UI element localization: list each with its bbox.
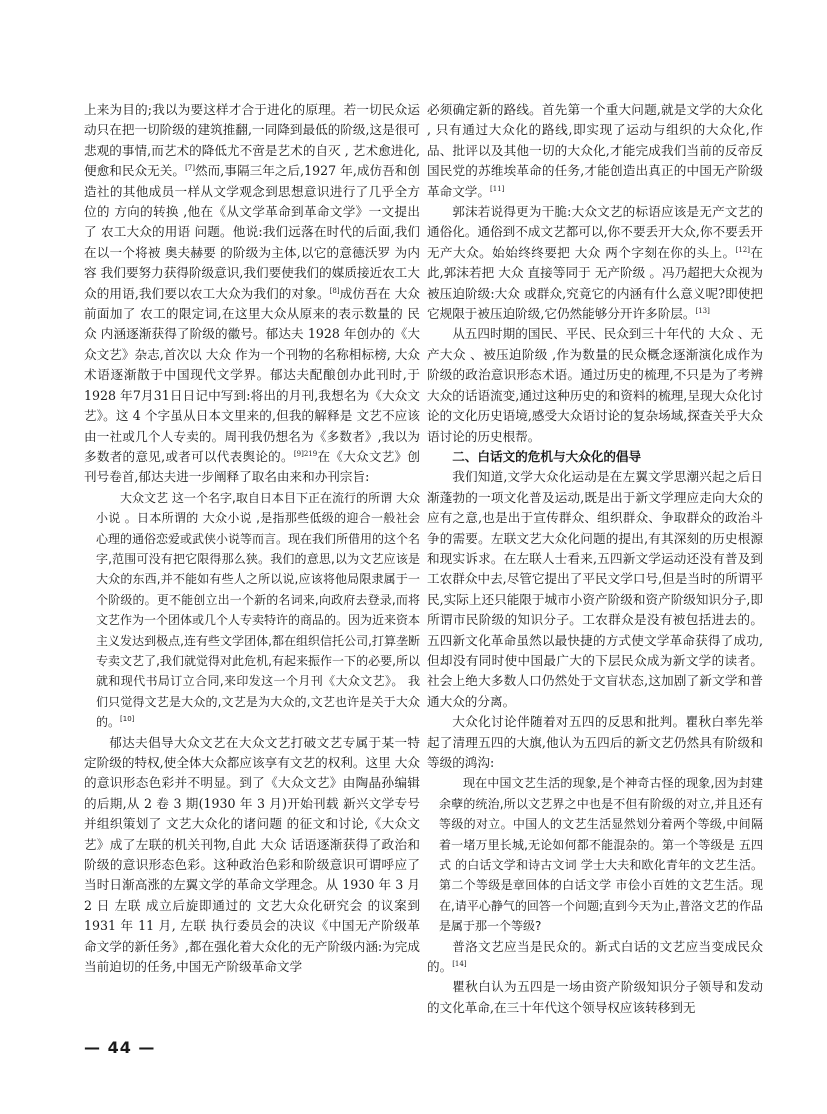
right-text-column [427, 100, 763, 1018]
paragraph: 普洛文艺应当是民众的。新式白话的文艺应当变成民众的。[14] [427, 938, 763, 975]
section-heading: 二、白话文的危机与大众化的倡导 [452, 448, 642, 464]
paragraph: 上来为目的;我以为要这样才合于进化的原理。若一切民众运动只在把一切阶级的建筑推翻,一同降到最低的阶级,这是很可悲观的事情,而艺术的降低尤不啻是艺术的自灭 , 艺术愈进化,便愈和民众无关。[7]然而,事隔三年之后,1927 年,成仿吾和创造社的其他成员一样从文学观念到思想意识进行了几乎全方位的 方向的转换 ,他在《从文学革命到革命文学》一文提出了 农工大众的用语 问题。他说:我们远落在时代的后面,我们在以一个将被 奥夫赫要 的阶级为主体,以它的意德沃罗 为内容 我们要努力获得阶级意识,我们要使我们的媒质接近农工大众的用语,我们要以农工大众为我们的对象。[8]成仿吾在 大众 前面加了 农工的限定词,在这里大众从原来的表示数量的 民众 内涵逐渐获得了阶级的徽号。郁达夫 1928 年创办的《大众文艺》杂志,首次以 大众 作为一个刊物的名称相标榜, 大众 术语逐渐散于中国现代文学界。郁达夫配酿创办此刊时,于1928 年7月31日日记中写到:将出的月刊,我想名为《大众文艺》。这 4 个字虽从日本文里来的,但我的解释是 文艺不应该由一社或几个人专卖的。周刊我仍想名为《多数者》,我以为多数者的意见,或者可以代表舆论的。$^{[9]219}$在《大众文艺》创刊号卷首,郁达夫进一步阐释了取名由来和办刊宗旨: [84, 102, 421, 485]
footnote-ref: [10] [120, 715, 135, 724]
block-quote: 现在中国文艺生活的现象,是个神奇古怪的现象,因为封建余孽的统治,所以文艺界之中也是不但有阶级的对立,并且还有等级的对立。中国人的文艺生活显然划分着两个等级,中间隔着一堵万里长城,无论如何都不能混杂的。第一个等级是 五四式 的白话文学和诗古文词 学士大夫和欧化青年的文艺生活。第二个等级是章回体的白话文学 市侩小百姓的文艺生活。现在,请平心静气的回答一个问题;直到今天为止,普洛文艺的作品是属于那一个等级? [439, 776, 763, 934]
left-text-column [84, 100, 420, 977]
paragraph: 大众化讨论伴随着对五四的反思和批判。瞿秋白率先举起了清理五四的大旗,他认为五四后的新文艺仍然具有阶级和等级的鸿沟: [427, 714, 763, 770]
paragraph: 必须确定新的路线。首先第一个重大问题,就是文学的大众化 , 只有通过大众化的路线,即实现了运动与组织的大众化,作品、批评以及其他一切的大众化,才能完成我们当前的反帝反国民党的苏维埃革命的任务,才能创造出真正的中国无产阶级革命文学。[11] [427, 102, 763, 199]
page-number: — 44 — [84, 1038, 156, 1057]
block-quote: 大众文艺 这一个名字,取自日本目下正在流行的所谓 大众小说 。日本所谓的 大众小说 ,是指那些低级的迎合一般社会心理的通俗恋爱或武侠小说等而言。现在我们所借用的这个名字,范围可没有把它限得那么狭。我们的意思,以为文艺应该是大众的东西,并不能如有些人之所以说,应该将他局限隶属于一个阶级的。更不能创立出一个新的名词来,向政府去登录,而将文艺作为一个团体或几个人专卖特许的商品的。因为近来资本主义发达到极点,连有些文学团体,都在组织信托公司,打算垄断专卖文艺了,我们就觉得对此危机,有起来振作一下的必要,所以就和现代书局订立合同,来印发这一个月刊《大众文艺》。 我们只觉得文艺是大众的,文艺是为大众的,文艺也许是关于大众的。[10] [96, 490, 421, 730]
footnote-ref: [11] [489, 184, 505, 193]
footnote-ref: [13] [695, 306, 710, 315]
footnote-ref: [8] [329, 286, 340, 295]
paragraph: 郁达夫倡导大众文艺在大众文艺打破文艺专属于某一特定阶级的特权,使全体大众都应该享有文艺的权利。这里 大众 的意识形态色彩并不明显。到了《大众文艺》由陶晶孙编辑的后期,从 2 卷 3 期(1930 年 3 月)开始刊载 新兴文学专号 并组织策划了 文艺大众化的诸问题 的征文和讨论,《大众文艺》成了左联的机关刊物,自此 大众 话语逐渐获得了政治和阶级的意识形态色彩。这种政治色彩和阶级意识可谓呼应了当时日渐高涨的左翼文学的革命文学理念。从 1930 年 3 月 2 日 左联 成立后旋即通过的 文艺大众化研究会 的议案到 1931 年 11 月, 左联 执行委员会的决议《中国无产阶级革命文学的新任务》,都在强化着大众化的无产阶级内涵:为完成当前迫切的任务,中国无产阶级革命文学 [84, 734, 420, 975]
footnote-ref: [14] [452, 959, 467, 968]
footnote-ref: [9]219 [293, 449, 318, 458]
paragraph: 瞿秋白认为五四是一场由资产阶级知识分子领导和发动的文化革命,在三十年代这个领导权应该转移到无 [427, 979, 763, 1015]
footnote-ref: [12] [735, 245, 750, 254]
paragraph: 我们知道,文学大众化运动是在左翼文学思潮兴起之后日渐蓬勃的一项文化普及运动,既是出于新文学理应走向大众的应有之意,也是出于宣传群众、组织群众、争取群众的政治斗争的需要。左联文艺大众化问题的提出,有其深刻的历史根源和现实诉求。在左联人士看来,五四新文学运动还没有普及到工农群众中去,尽管它提出了平民文学口号,但是当时的所谓平民,实际上还只能限于城市小资产阶级和资产阶级知识分子,即所谓市民阶级的知识分子。工农群众是没有被包括进去的。五四新文化革命虽然以最快捷的方式使文学革命获得了成功,但却没有同时使中国最广大的下层民众成为新文学的读者。社会上绝大多数人口仍然处于文盲状态,这加剧了新文学和普通大众的分离。 [427, 469, 763, 709]
paragraph: 从五四时期的国民、平民、民众到三十年代的 大众 、无产大众 、被压迫阶级 ,作为数量的民众概念逐渐演化成作为阶级的政治意识形态术语。通过历史的梳理,不只是为了考辨大众的话语流变,通过这种历史的和资料的梳理,呈现大众化讨论的文化历史语境,感受大众语讨论的复杂场域,探查关乎大众语讨论的历史根帮。 [427, 326, 763, 444]
paragraph: 郭沫若说得更为干脆:大众文艺的标语应该是无产文艺的通俗化。通俗到不成文艺都可以,你不要丢开大众,你不要丢开无产大众。始始终终要把 大众 两个字刻在你的头上。[12]在此,郭沫若把 大众 直接等同于 无产阶级 。冯乃超把大众视为被压迫阶级:大众 或群众,究竟它的内涵有什么意义呢?即使把它规限于被压迫阶级,它仍然能够分开许多阶层。[13] [427, 204, 763, 322]
footnote-ref: [7] [185, 164, 195, 173]
